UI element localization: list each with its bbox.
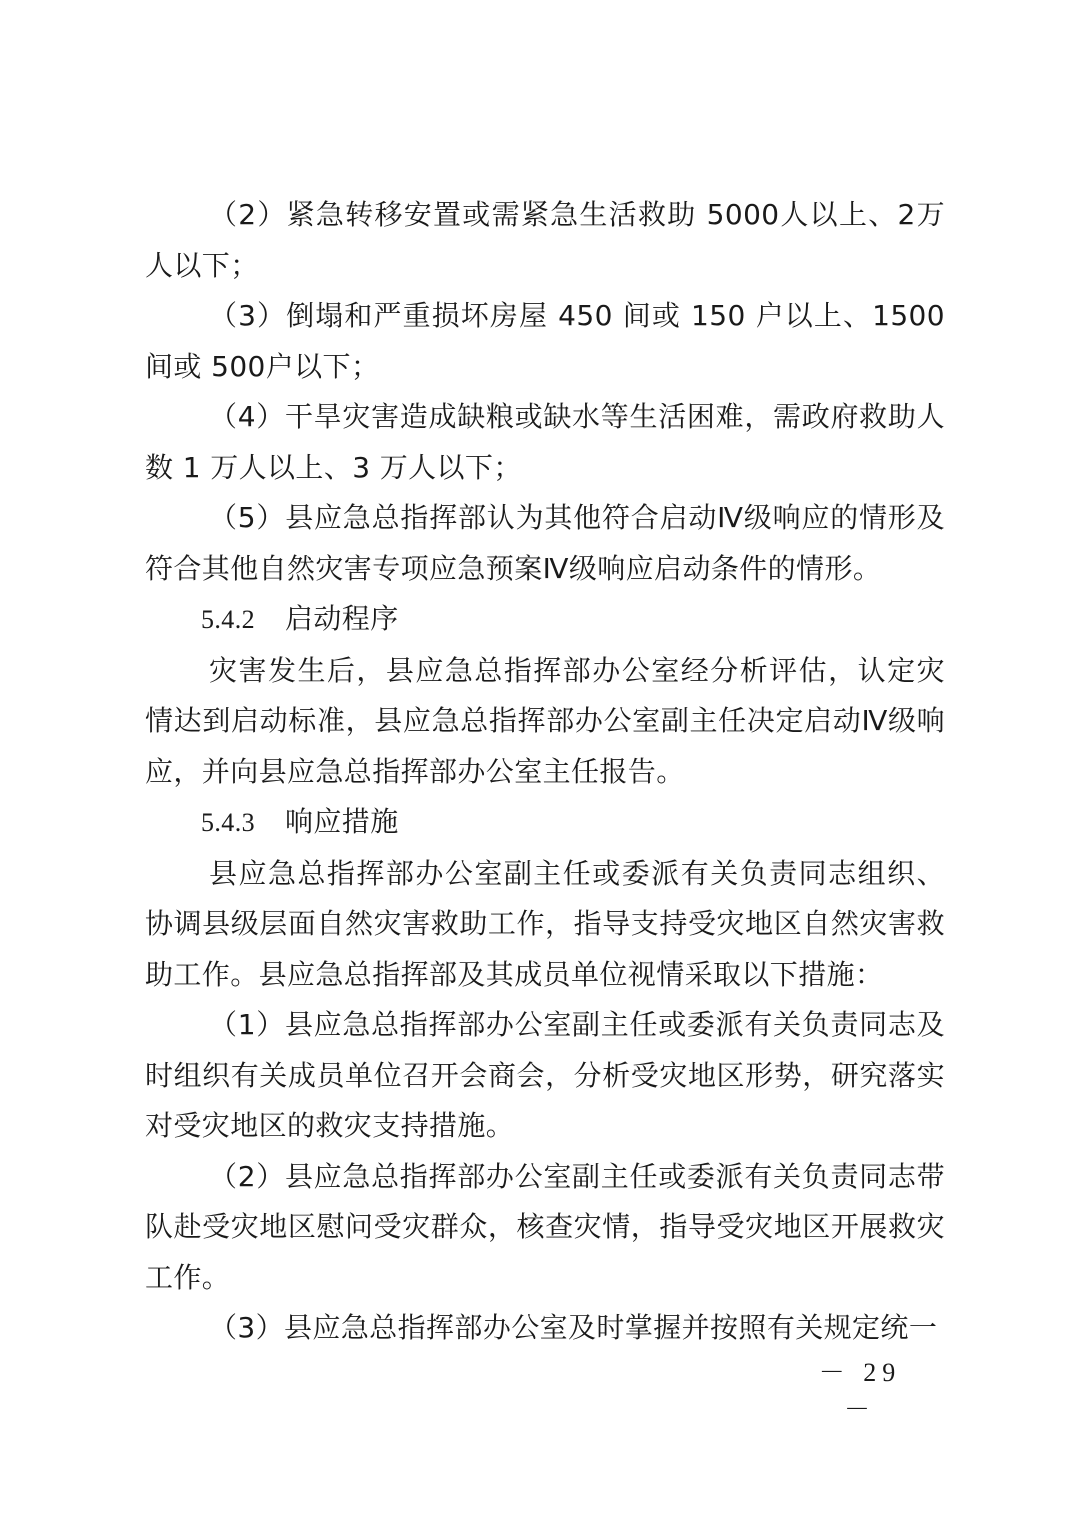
response-measures-intro: 县应急总指挥部办公室副主任或委派有关负责同志组织、协调县级层面自然灾害救助工作，指导支持受灾地区自然灾害救助工作。县应急总指挥部及其成员单位视情采取以下措施： xyxy=(145,856,945,991)
criteria-item-4: （4）干旱灾害造成缺粮或缺水等生活困难，需政府救助人数 1 万人以上、3 万人以下； xyxy=(145,400,945,484)
section-number: 5.4.3 xyxy=(201,808,255,837)
section-title: 启动程序 xyxy=(285,602,399,635)
startup-procedure-text: 灾害发生后，县应急总指挥部办公室经分析评估，认定灾情达到启动标准，县应急总指挥部办公室副主任决定启动Ⅳ级响应，并向县应急总指挥部办公室主任报告。 xyxy=(145,653,945,788)
measure-item-2: （2）县应急总指挥部办公室副主任或委派有关负责同志带队赴受灾地区慰问受灾群众，核查灾情，指导受灾地区开展救灾工作。 xyxy=(145,1159,945,1294)
page-number: － 29 － xyxy=(818,1358,902,1424)
measure-item-1: （1）县应急总指挥部办公室副主任或委派有关负责同志及时组织有关成员单位召开会商会，分析受灾地区形势，研究落实对受灾地区的救灾支持措施。 xyxy=(145,1008,945,1142)
section-title: 响应措施 xyxy=(285,805,399,838)
criteria-item-3: （3）倒塌和严重损坏房屋 450 间或 150 户以上、1500 间或 500户以下； xyxy=(145,299,945,383)
document-body xyxy=(145,190,945,1354)
measure-item-3: （3）县应急总指挥部办公室及时掌握并按照有关规定统一 xyxy=(209,1311,938,1344)
criteria-item-2: （2）紧急转移安置或需紧急生活救助 5000人以上、2万人以下； xyxy=(145,198,945,282)
section-heading-5-4-3 xyxy=(145,797,945,849)
criteria-item-5: （5）县应急总指挥部认为其他符合启动Ⅳ级响应的情形及符合其他自然灾害专项应急预案Ⅳ级响应启动条件的情形。 xyxy=(145,501,945,585)
section-number: 5.4.2 xyxy=(201,605,255,634)
section-heading-5-4-2 xyxy=(145,594,945,646)
